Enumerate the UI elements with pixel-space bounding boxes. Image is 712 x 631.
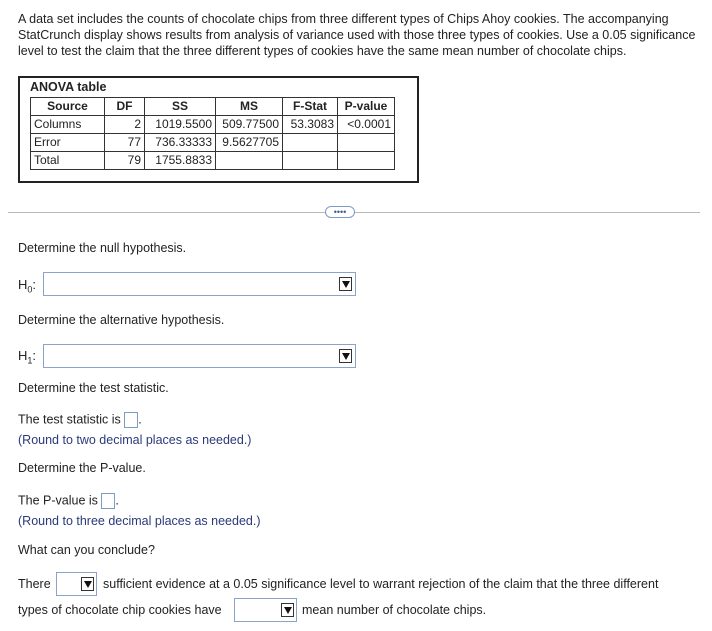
evidence-select[interactable] <box>56 572 97 596</box>
table-row <box>31 116 395 134</box>
table-row <box>31 152 395 170</box>
header-df: DF <box>105 98 145 116</box>
test-statistic-prompt: Determine the test statistic. <box>18 381 169 395</box>
conclusion-text-a: There <box>18 577 51 591</box>
p-value-line: The P-value is . <box>18 493 119 508</box>
cell-ms: 509.77500 <box>216 116 283 134</box>
null-hypothesis-prompt: Determine the null hypothesis. <box>18 241 187 255</box>
h1-select[interactable] <box>43 344 356 368</box>
table-row <box>31 134 395 152</box>
cell-pvalue <box>338 152 395 170</box>
header-ss: SS <box>145 98 216 116</box>
question-intro: A data set includes the counts of chocolate chips from three different types of Chips Ahoy cookies. The accompanying StatCrunch display shows results from analysis of variance used with those three types of cookies. Use a 0.05 significance level to test the claim that the three different types of cookies have the same mean number of chocolate chips. <box>18 12 696 58</box>
cell-ss: 736.33333 <box>145 134 216 152</box>
conclusion-text-d: mean number of chocolate chips. <box>302 603 487 617</box>
test-statistic-line: The test statistic is . <box>18 412 142 427</box>
anova-table-panel <box>18 76 419 183</box>
p-value-label: The P-value is <box>18 493 98 508</box>
anova-title: ANOVA table <box>30 80 107 94</box>
cell-df: 79 <box>105 152 145 170</box>
cell-df: 77 <box>105 134 145 152</box>
cell-ms <box>216 152 283 170</box>
anova-table <box>30 97 395 170</box>
alternative-hypothesis-prompt: Determine the alternative hypothesis. <box>18 313 225 327</box>
conclusion-text-c: types of chocolate chip cookies have <box>18 603 222 617</box>
cell-source: Total <box>31 152 105 170</box>
mean-comparison-select[interactable] <box>234 598 297 622</box>
cell-fstat <box>283 152 338 170</box>
p-value-input[interactable] <box>101 493 115 509</box>
cell-ss: 1019.5500 <box>145 116 216 134</box>
h0-select[interactable] <box>43 272 356 296</box>
test-statistic-hint: (Round to two decimal places as needed.) <box>18 433 252 447</box>
cell-pvalue <box>338 134 395 152</box>
h1-label: $H_1$: <box>18 348 37 366</box>
chevron-down-icon <box>81 577 94 591</box>
chevron-down-icon <box>281 603 294 617</box>
cell-source: Columns <box>31 116 105 134</box>
header-pvalue: P-value <box>338 98 395 116</box>
cell-fstat <box>283 134 338 152</box>
chevron-down-icon <box>339 277 352 291</box>
cell-fstat: 53.3083 <box>283 116 338 134</box>
cell-source: Error <box>31 134 105 152</box>
conclusion-prompt: What can you conclude? <box>18 543 155 557</box>
cell-ms: 9.5627705 <box>216 134 283 152</box>
anova-header-row <box>31 98 395 116</box>
h0-label: $H_0$: <box>18 277 37 295</box>
p-value-prompt: Determine the P-value. <box>18 461 146 475</box>
header-source: Source <box>31 98 105 116</box>
cell-ss: 1755.8833 <box>145 152 216 170</box>
chevron-down-icon <box>339 349 352 363</box>
cell-pvalue: <0.0001 <box>338 116 395 134</box>
test-statistic-label: The test statistic is <box>18 412 121 427</box>
p-value-hint: (Round to three decimal places as needed.) <box>18 514 261 528</box>
more-options-button[interactable]: •••• <box>325 206 355 218</box>
header-ms: MS <box>216 98 283 116</box>
cell-df: 2 <box>105 116 145 134</box>
test-statistic-input[interactable] <box>124 412 138 428</box>
conclusion-text-b: sufficient evidence at a 0.05 significance level to warrant rejection of the claim that the three different <box>103 577 659 591</box>
header-fstat: F-Stat <box>283 98 338 116</box>
